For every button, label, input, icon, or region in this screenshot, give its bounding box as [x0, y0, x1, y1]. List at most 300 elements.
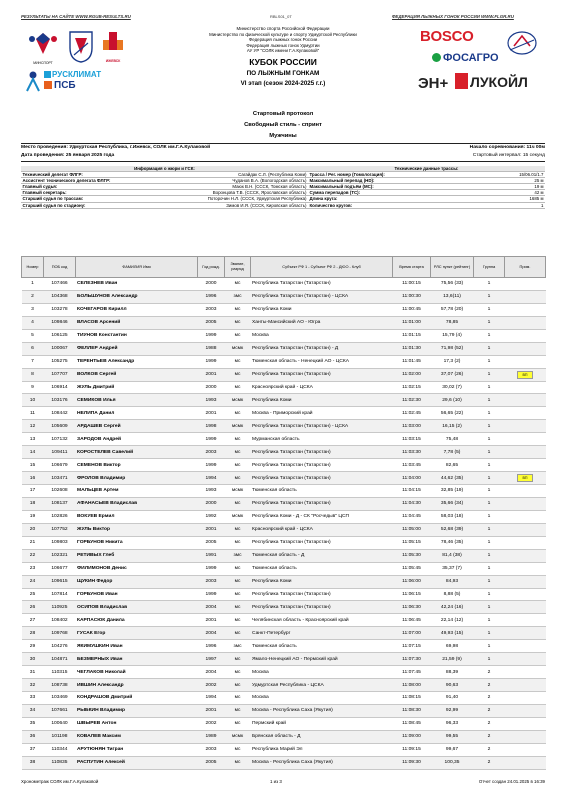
athlete-region: Республика Татарстан (Татарстан)	[251, 368, 393, 381]
rating-points: 71,98 (52)	[431, 342, 474, 355]
athlete-name: РЫБКИН Владимир	[76, 704, 198, 717]
athlete-code: 103469	[44, 692, 76, 705]
track-value: 1	[541, 202, 544, 208]
note-cell	[505, 549, 546, 562]
rating-points: 100,35	[431, 756, 474, 769]
col-rank: Звание, разряд	[225, 257, 251, 278]
athlete-name: ЧЕГЛАКОВ Николай	[76, 666, 198, 679]
bib-number: 13	[22, 433, 44, 446]
athlete-name: ФЕЛЛЕР Андрей	[76, 342, 198, 355]
table-body	[22, 278, 546, 770]
note-cell	[505, 523, 546, 536]
rating-points: 78,85	[431, 316, 474, 329]
sport-rank: мсмк	[225, 510, 251, 523]
start-time: 11:08:15	[393, 692, 431, 705]
note-cell	[505, 679, 546, 692]
sport-rank: мс	[225, 329, 251, 342]
start-time: 11:07:15	[393, 640, 431, 653]
table-row	[22, 627, 546, 640]
bib-number: 37	[22, 743, 44, 756]
athlete-region: Москва	[251, 692, 393, 705]
athlete-code: 109615	[44, 575, 76, 588]
start-time: 11:03:00	[393, 420, 431, 433]
table-row	[22, 420, 546, 433]
start-time: 11:06:15	[393, 588, 431, 601]
sport-rank: мс	[225, 588, 251, 601]
rating-points: 21,59 (9)	[431, 653, 474, 666]
start-time: 11:09:15	[393, 743, 431, 756]
rating-points: 75,56 (33)	[431, 278, 474, 291]
table-row	[22, 316, 546, 329]
event-date: Дата проведения: 25 января 2025 года	[21, 153, 115, 158]
athlete-name: ТЕРЕНТЬЕВ Александр	[76, 355, 198, 368]
sport-rank: мс	[225, 459, 251, 472]
athlete-region: Москва - Республика Саха (Якутия)	[251, 704, 393, 717]
track-param: Максимальный перепад (HD):	[309, 178, 375, 184]
birth-year: 1996	[198, 640, 225, 653]
rating-points: 22,14 (12)	[431, 614, 474, 627]
en-plus-logo: ЭН+	[418, 75, 449, 92]
sport-rank: мсмк	[225, 342, 251, 355]
start-group: 2	[474, 730, 505, 743]
start-time: 11:03:30	[393, 446, 431, 459]
table-row	[22, 329, 546, 342]
start-group: 1	[474, 575, 505, 588]
sport-rank: мсмк	[225, 394, 251, 407]
federation-site-link[interactable]: ФЕДЕРАЦИЯ ЛЫЖНЫХ ГОНОК РОССИИ WWW.FLGR.RU	[392, 14, 514, 19]
jury-role: Главный секретарь:	[22, 190, 67, 196]
table-row	[22, 290, 546, 303]
table-row	[22, 575, 546, 588]
athlete-name: ЖУЛЬ Дмитрий	[76, 381, 198, 394]
bib-number: 22	[22, 549, 44, 562]
athlete-name: НЕЛИПА Данил	[76, 407, 198, 420]
rating-points: 29,6 (10)	[431, 394, 474, 407]
birth-year: 1993	[198, 485, 225, 498]
bib-number: 5	[22, 329, 44, 342]
rating-points: 91,40	[431, 692, 474, 705]
athlete-code: 110344	[44, 743, 76, 756]
bib-number: 25	[22, 588, 44, 601]
bib-number: 19	[22, 510, 44, 523]
athlete-code: 104368	[44, 290, 76, 303]
psb-logo: ПСБ	[54, 80, 76, 91]
sport-rank: мс	[225, 497, 251, 510]
birth-year: 2001	[198, 704, 225, 717]
birth-year: 2004	[198, 601, 225, 614]
event-stage: VI этап (сезон 2024-2025 г.г.)	[240, 80, 326, 87]
note-cell	[505, 303, 546, 316]
start-time: 11:04:30	[393, 497, 431, 510]
athlete-code: 108442	[44, 407, 76, 420]
table-row	[22, 381, 546, 394]
athlete-name: АРУТЮНЯН Тигран	[76, 743, 198, 756]
jury-person: Маюк В.Н. (СССК, Томская область)	[232, 184, 307, 190]
start-group: 1	[474, 433, 505, 446]
sport-rank: мсмк	[225, 730, 251, 743]
org-line: Федерация лыжных гонок России	[248, 37, 318, 43]
bib-number: 34	[22, 704, 44, 717]
sport-rank: мс	[225, 756, 251, 769]
table-row	[22, 717, 546, 730]
athlete-region: Тюменская область	[251, 640, 393, 653]
event-subtitle: ПО ЛЫЖНЫМ ГОНКАМ	[246, 70, 320, 77]
sport-rank: мс	[225, 704, 251, 717]
sport-rank: мс	[225, 562, 251, 575]
start-time: 11:04:15	[393, 485, 431, 498]
athlete-region: Москва - Республика Саха (Якутия)	[251, 756, 393, 769]
table-row	[22, 653, 546, 666]
jury-person: Воронцова Т.В. (СССК, Ярославская область)	[212, 190, 307, 196]
athlete-code: 110835	[44, 756, 76, 769]
table-row	[22, 394, 546, 407]
start-group: 1	[474, 627, 505, 640]
jury-role: Старший судья по стадиону:	[22, 202, 86, 208]
start-group: 1	[474, 497, 505, 510]
table-row	[22, 497, 546, 510]
birth-year: 1994	[198, 692, 225, 705]
table-row	[22, 485, 546, 498]
note-cell	[505, 730, 546, 743]
bib-number: 38	[22, 756, 44, 769]
athlete-name: КОВАЛЕВ Максим	[76, 730, 198, 743]
note-cell	[505, 446, 546, 459]
birth-year: 2002	[198, 679, 225, 692]
bib-number: 9	[22, 381, 44, 394]
bib-number: 23	[22, 562, 44, 575]
birth-year: 1999	[198, 588, 225, 601]
col-year: Год рожд.	[198, 257, 225, 278]
table-row	[22, 640, 546, 653]
athlete-code: 102321	[44, 549, 76, 562]
start-time: 11:07:00	[393, 627, 431, 640]
track-param: Длина круга:	[309, 196, 338, 202]
sport-rank: мс	[225, 446, 251, 459]
athlete-code: 107707	[44, 368, 76, 381]
sport-rank: мс	[225, 679, 251, 692]
table-row	[22, 704, 546, 717]
bib-number: 32	[22, 679, 44, 692]
athlete-code: 103176	[44, 394, 76, 407]
athlete-name: СЕЛЕЗНЕВ Иван	[76, 278, 198, 291]
start-group: 2	[474, 756, 505, 769]
athlete-region: Республика Татарстан (Татарстан)	[251, 278, 393, 291]
start-group: 1	[474, 588, 505, 601]
note-cell	[505, 614, 546, 627]
athlete-name: ВЛАСОВ Арсений	[76, 316, 198, 329]
athlete-region: Тюменская область	[251, 562, 393, 575]
bib-number: 27	[22, 614, 44, 627]
athlete-name: БОЛЬШУНОВ Александр	[76, 290, 198, 303]
table-row	[22, 407, 546, 420]
jury-role: Ассистент технического делегата ФЛГР:	[22, 178, 111, 184]
athlete-region: Республика Коми	[251, 575, 393, 588]
start-time: 11:02:30	[393, 394, 431, 407]
rating-points: 8,88 (5)	[431, 588, 474, 601]
table-row	[22, 472, 546, 485]
rating-points: 99,67	[431, 743, 474, 756]
col-region: Субъект РФ 1 - Субъект РФ 2 - ДЮО - Клуб	[251, 257, 393, 278]
birth-year: 1997	[198, 653, 225, 666]
birth-year: 2004	[198, 627, 225, 640]
athlete-code: 106125	[44, 329, 76, 342]
sport-rank: мс	[225, 536, 251, 549]
results-site-link[interactable]: РЕЗУЛЬТАТЫ НА САЙТЕ WWW.RGUB-RESULTS.RU	[21, 14, 131, 19]
start-group: 1	[474, 601, 505, 614]
jury-role: Главный судья:	[22, 184, 58, 190]
start-group: 1	[474, 368, 505, 381]
bib-number: 8	[22, 368, 44, 381]
lukoil-icon	[455, 73, 468, 89]
bib-number: 31	[22, 666, 44, 679]
start-group: 1	[474, 446, 505, 459]
note-cell	[505, 588, 546, 601]
athlete-region: Челябинская область - Красноярский край	[251, 614, 393, 627]
protocol-gender: Мужчины	[269, 133, 297, 139]
sport-rank: мс	[225, 743, 251, 756]
sport-rank: мсмк	[225, 485, 251, 498]
izhevsk-label: ИЖЕВСК	[105, 59, 121, 63]
col-points: РЛС пункт (рейтинг)	[431, 257, 474, 278]
bib-number: 29	[22, 640, 44, 653]
birth-year: 1998	[198, 420, 225, 433]
start-time: 11:05:00	[393, 523, 431, 536]
note-cell	[505, 627, 546, 640]
col-name: ФАМИЛИЯ Имя	[76, 257, 198, 278]
sport-rank: мс	[225, 355, 251, 368]
rating-points: 44,62 (35)	[431, 472, 474, 485]
phosagro-icon	[432, 53, 441, 62]
start-group: 1	[474, 459, 505, 472]
table-row	[22, 601, 546, 614]
athlete-region: Тюменская область	[251, 485, 393, 498]
jury-person: Поторочин Н.Л. (СССК, Удмуртская Республика)	[207, 196, 307, 202]
start-group: 2	[474, 666, 505, 679]
table-row	[22, 562, 546, 575]
note-cell	[505, 355, 546, 368]
sport-rank: змс	[225, 549, 251, 562]
birth-year: 2005	[198, 756, 225, 769]
ski-race-logo	[24, 69, 42, 93]
athlete-name: ВОЛКОВ Сергей	[76, 368, 198, 381]
jury-role: Технический делегат ФЛГР:	[22, 172, 83, 178]
athlete-name: МАЛЬЦЕВ Артем	[76, 485, 198, 498]
athlete-code: 109803	[44, 536, 76, 549]
birth-year: 2004	[198, 666, 225, 679]
note-badge: ВП	[517, 474, 534, 482]
lukoil-logo: ЛУКОЙЛ	[470, 74, 528, 90]
note-cell	[505, 381, 546, 394]
athlete-code: 109411	[44, 446, 76, 459]
note-cell	[505, 497, 546, 510]
start-time: 11:02:15	[393, 381, 431, 394]
athlete-code: 102608	[44, 485, 76, 498]
athlete-name: ШВЫРЕВ Антон	[76, 717, 198, 730]
athlete-region: Красноярский край - ЦСКА	[251, 381, 393, 394]
sport-ministry-logo	[24, 30, 62, 64]
start-group: 1	[474, 355, 505, 368]
divider	[21, 143, 545, 144]
bib-number: 24	[22, 575, 44, 588]
bib-number: 14	[22, 446, 44, 459]
start-group: 2	[474, 743, 505, 756]
start-time: 11:05:15	[393, 536, 431, 549]
table-row	[22, 549, 546, 562]
bib-number: 28	[22, 627, 44, 640]
athlete-region: Санкт-Петербург	[251, 627, 393, 640]
org-line: АУ УР "СОЛК имени Г.А.Кулаковой"	[246, 48, 320, 54]
bib-number: 15	[22, 459, 44, 472]
bib-number: 2	[22, 290, 44, 303]
start-time: 11:04:00	[393, 472, 431, 485]
sport-rank: мс	[225, 523, 251, 536]
start-group: 1	[474, 290, 505, 303]
sport-rank: мс	[225, 368, 251, 381]
start-group: 2	[474, 679, 505, 692]
athlete-code: 107752	[44, 523, 76, 536]
note-cell	[505, 407, 546, 420]
athlete-code: 104871	[44, 653, 76, 666]
document-id: RBLS01_0T	[270, 14, 292, 19]
start-group: 1	[474, 614, 505, 627]
start-time: 11:08:30	[393, 704, 431, 717]
org-line: Федерация лыжных гонок Удмуртии	[246, 42, 320, 48]
athlete-region: Брянская область - Д	[251, 730, 393, 743]
athlete-name: ИВШИН Александр	[76, 679, 198, 692]
bib-number: 26	[22, 601, 44, 614]
athlete-code: 104276	[44, 640, 76, 653]
jury-row	[21, 203, 545, 209]
athlete-name: ЖУЛЬ Виктор	[76, 523, 198, 536]
note-cell	[505, 704, 546, 717]
athlete-code: 106914	[44, 381, 76, 394]
bib-number: 7	[22, 355, 44, 368]
birth-year: 1999	[198, 562, 225, 575]
rating-points: 49,93 (15)	[431, 627, 474, 640]
start-time: 11:05:45	[393, 562, 431, 575]
protocol-discipline: Свободный стиль - спринт	[244, 122, 322, 128]
athlete-region: Москва	[251, 329, 393, 342]
birth-year: 1988	[198, 342, 225, 355]
track-param: Максимальный подъём (MC):	[309, 184, 374, 190]
bib-number: 21	[22, 536, 44, 549]
table-row	[22, 368, 546, 381]
start-group: 2	[474, 692, 505, 705]
organizers	[180, 26, 386, 54]
table-row	[22, 446, 546, 459]
start-group: 1	[474, 342, 505, 355]
table-row	[22, 614, 546, 627]
bib-number: 11	[22, 407, 44, 420]
start-time: 11:04:45	[393, 510, 431, 523]
birth-year: 1996	[198, 290, 225, 303]
sport-rank: мс	[225, 666, 251, 679]
start-time: 11:00:45	[393, 303, 431, 316]
divider	[21, 161, 545, 162]
bib-number: 35	[22, 717, 44, 730]
birth-year: 1993	[198, 394, 225, 407]
birth-year: 1999	[198, 433, 225, 446]
org-line: Министерство по физической культуре и спорту Удмуртской Республики	[209, 31, 357, 37]
rating-points: 75,48	[431, 433, 474, 446]
sport-rank: мс	[225, 278, 251, 291]
start-group: 1	[474, 510, 505, 523]
note-cell	[505, 278, 546, 291]
athlete-code: 107132	[44, 433, 76, 446]
table-row	[22, 510, 546, 523]
track-value: 15/06.01/1.7	[519, 172, 544, 178]
athlete-name: КОНДРАШОВ Дмитрий	[76, 692, 198, 705]
sport-rank: мс	[225, 433, 251, 446]
bib-number: 18	[22, 497, 44, 510]
note-badge: ВП	[517, 371, 534, 379]
birth-year: 1999	[198, 355, 225, 368]
table-row	[22, 679, 546, 692]
athlete-region: Республика Марий Эл	[251, 743, 393, 756]
athlete-code: 110315	[44, 666, 76, 679]
bib-number: 30	[22, 653, 44, 666]
athlete-region: Республика Татарстан (Татарстан) - Д	[251, 342, 393, 355]
sport-rank: мс	[225, 381, 251, 394]
note-cell	[505, 640, 546, 653]
rating-points: 7,78 (5)	[431, 446, 474, 459]
note-cell	[505, 485, 546, 498]
footer-timing: Хронометраж СОЛК им.Г.А.Кулаковой	[21, 779, 99, 784]
sport-rank: мс	[225, 407, 251, 420]
sport-rank: мс	[225, 601, 251, 614]
start-time: 11:01:15	[393, 329, 431, 342]
athlete-name: ТИУНОВ Константин	[76, 329, 198, 342]
track-param: Количество кругов:	[309, 202, 353, 208]
start-time: 11:01:45	[393, 355, 431, 368]
birth-year: 2000	[198, 381, 225, 394]
track-param: Сумма перепадов (TC):	[309, 190, 361, 196]
event-title: КУБОК РОССИИ	[249, 57, 317, 67]
rating-points: 57,78 (20)	[431, 303, 474, 316]
jury-header-left: Информация о жюри и ГСК:	[134, 166, 195, 171]
start-group: 1	[474, 523, 505, 536]
athlete-code: 107466	[44, 278, 76, 291]
birth-year: 2000	[198, 278, 225, 291]
sport-rank: мс	[225, 627, 251, 640]
start-group: 1	[474, 278, 505, 291]
athlete-region: Республика Татарстан (Татарстан) - ЦСКА	[251, 290, 393, 303]
note-cell	[505, 459, 546, 472]
start-time: 11:01:30	[393, 342, 431, 355]
athlete-code: 108137	[44, 497, 76, 510]
rating-points: 30,02 (7)	[431, 381, 474, 394]
izhevsk-logo	[99, 30, 127, 64]
start-time: 11:01:00	[393, 316, 431, 329]
note-cell	[505, 692, 546, 705]
bib-number: 6	[22, 342, 44, 355]
note-cell	[505, 290, 546, 303]
rating-points: 84,93	[431, 575, 474, 588]
psb-icon	[44, 81, 52, 89]
sport-rank: мс	[225, 575, 251, 588]
birth-year: 2001	[198, 523, 225, 536]
table-row	[22, 536, 546, 549]
note-cell	[505, 420, 546, 433]
athlete-region: Тюменская область - Д	[251, 549, 393, 562]
athlete-code: 105275	[44, 355, 76, 368]
sport-rank: змс	[225, 290, 251, 303]
start-group: 1	[474, 536, 505, 549]
athlete-region: Мурманская область	[251, 433, 393, 446]
rating-points: 90,63	[431, 679, 474, 692]
birth-year: 2001	[198, 614, 225, 627]
birth-year: 1992	[198, 510, 225, 523]
